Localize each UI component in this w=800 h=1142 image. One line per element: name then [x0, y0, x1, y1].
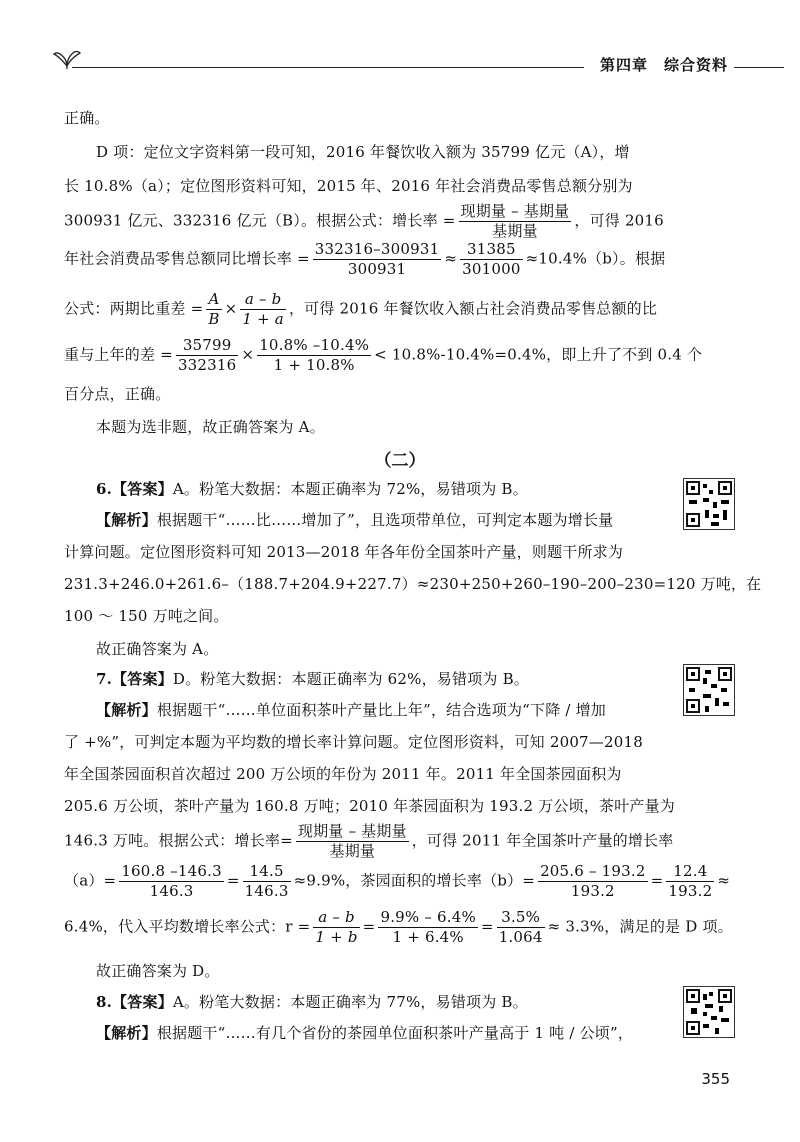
fraction: $\frac{35799}{332316}$	[177, 336, 237, 374]
growth-formula: $\frac{\text{现期量 – 基期量}}{\text{基期量}}$	[460, 202, 570, 240]
text-line: 【解析】根据题干“……单位面积茶叶产量比上年”，结合选项为“下降 / 增加	[96, 701, 607, 719]
fraction: $\frac{a - b}{1 + b}$	[315, 908, 358, 946]
chapter-title	[600, 54, 728, 75]
section-heading: （二）	[374, 451, 426, 471]
fraction: $\frac{31385}{301000}$	[462, 240, 521, 278]
fraction: $\frac{205.6 - 193.2}{193.2}$	[540, 862, 646, 900]
fraction: $\frac{10.8\% -10.4\%}{1 + 10.8\%}$	[259, 336, 370, 374]
fraction: $\frac{a - b}{1 + a}$	[242, 290, 284, 328]
fraction: $\frac{332316-300931}{300931}$	[314, 240, 440, 278]
growth-formula: $\frac{\text{现期量 – 基期量}}{\text{基期量}}$	[297, 822, 407, 860]
text-line: 公式：两期比重差 = $\frac{A}{B}$ × $\frac{a - b}{1 + a}$ ，可得 2016 年餐饮收入额占社会消费品零售总额的比	[64, 290, 658, 328]
answer-line: 8.【答案】A。粉笔大数据：本题正确率为 77%，易错项为 B。	[96, 993, 528, 1011]
text-line: 300931 亿元、332316 亿元（B）。根据公式：增长率 = $\frac{\text{现期量 – 基期量}}{\text{基期量}}$ ，可得 2016	[64, 202, 664, 240]
answer-line: 6.【答案】A。粉笔大数据：本题正确率为 72%，易错项为 B。	[96, 480, 528, 498]
text-line: 205.6 万公顷，茶叶产量为 160.8 万吨；2010 年茶园面积为 193.2 万公顷，茶叶产量为	[64, 797, 676, 815]
text-line: 正确。	[64, 109, 110, 127]
fraction: $\frac{14.5}{146.3}$	[244, 862, 289, 900]
text-line: 231.3+246.0+261.6–（188.7+204.9+227.7）≈230+250+260–190–200–230=120 万吨，在	[64, 575, 762, 593]
text-line: 长 10.8%（a）；定位图形资料可知，2015 年、2016 年社会消费品零售总额分别为	[64, 177, 633, 195]
header-rule-right	[734, 67, 784, 68]
text-line: 【解析】根据题干“……比……增加了”，且选项带单位，可判定本题为增长量	[96, 511, 614, 529]
text-line: 重与上年的差 = $\frac{35799}{332316}$ × $\frac{10.8\% -10.4\%}{1 + 10.8\%}$ < 10.8%-10.4%=0.4%，即上升了不到 0.4 个	[64, 336, 703, 374]
fraction: $\frac{A}{B}$	[208, 290, 220, 328]
text-line: 了 +%”，可判定本题为平均数的增长率计算问题。定位图形资料，可知 2007—2018	[64, 733, 643, 751]
text-line: 故正确答案为 A。	[96, 640, 219, 658]
text-line: 146.3 万吨。根据公式：增长率= $\frac{\text{现期量 – 基期量}}{\text{基期量}}$ ，可得 2011 年全国茶叶产量的增长率	[64, 822, 674, 860]
text-line: 年全国茶园面积首次超过 200 万公顷的年份为 2011 年。2011 年全国茶园面积为	[64, 765, 622, 783]
text-line: （a）= $\frac{160.8 -146.3}{146.3}$ = $\frac{14.5}{146.3}$ ≈9.9%，茶园面积的增长率（b）= $\frac{205.6 - 193.2}{193.2}$ = $\frac{12.4}{193.2}$ ≈	[64, 862, 731, 900]
chapter-name: 综合资料	[663, 56, 728, 74]
text-line: 【解析】根据题干“……有几个省份的茶园单位面积茶叶产量高于 1 吨 / 公顷”，	[96, 1024, 634, 1042]
text-line: 故正确答案为 D。	[96, 962, 220, 980]
qr-code-icon[interactable]	[683, 478, 735, 530]
fraction: $\frac{9.9\% - 6.4\%}{1 + 6.4\%}$	[380, 908, 476, 946]
text-line: 6.4%，代入平均数增长率公式：r = $\frac{a - b}{1 + b}$ = $\frac{9.9\% - 6.4\%}{1 + 6.4\%}$ = $\frac{3.5\%}{1.064}$ ≈ 3.3%，满足的是 D 项。	[64, 908, 733, 946]
text-line: 年社会消费品零售总额同比增长率 = $\frac{332316-300931}{300931}$ ≈ $\frac{31385}{301000}$ ≈10.4%（b）。根据	[64, 240, 666, 278]
fraction: $\frac{160.8 -146.3}{146.3}$	[121, 862, 222, 900]
text-line: 计算问题。定位图形资料可知 2013—2018 年各年份全国茶叶产量，则题干所求为	[64, 543, 624, 561]
qr-code-icon[interactable]	[683, 986, 735, 1038]
text-line: 100 ～ 150 万吨之间。	[64, 607, 229, 625]
fraction: $\frac{3.5\%}{1.064}$	[498, 908, 543, 946]
text-line: D 项：定位文字资料第一段可知，2016 年餐饮收入额为 35799 亿元（A），增	[96, 143, 630, 161]
answer-line: 7.【答案】D。粉笔大数据：本题正确率为 62%，易错项为 B。	[96, 670, 530, 688]
qr-code-icon[interactable]	[683, 664, 735, 716]
chapter-number: 第四章	[599, 56, 648, 74]
page-number: 355	[701, 1070, 730, 1088]
text-line: 百分点，正确。	[64, 385, 171, 403]
header-rule-left	[72, 67, 584, 68]
fraction: $\frac{12.4}{193.2}$	[668, 862, 713, 900]
text-line: 本题为选非题，故正确答案为 A。	[96, 418, 325, 436]
